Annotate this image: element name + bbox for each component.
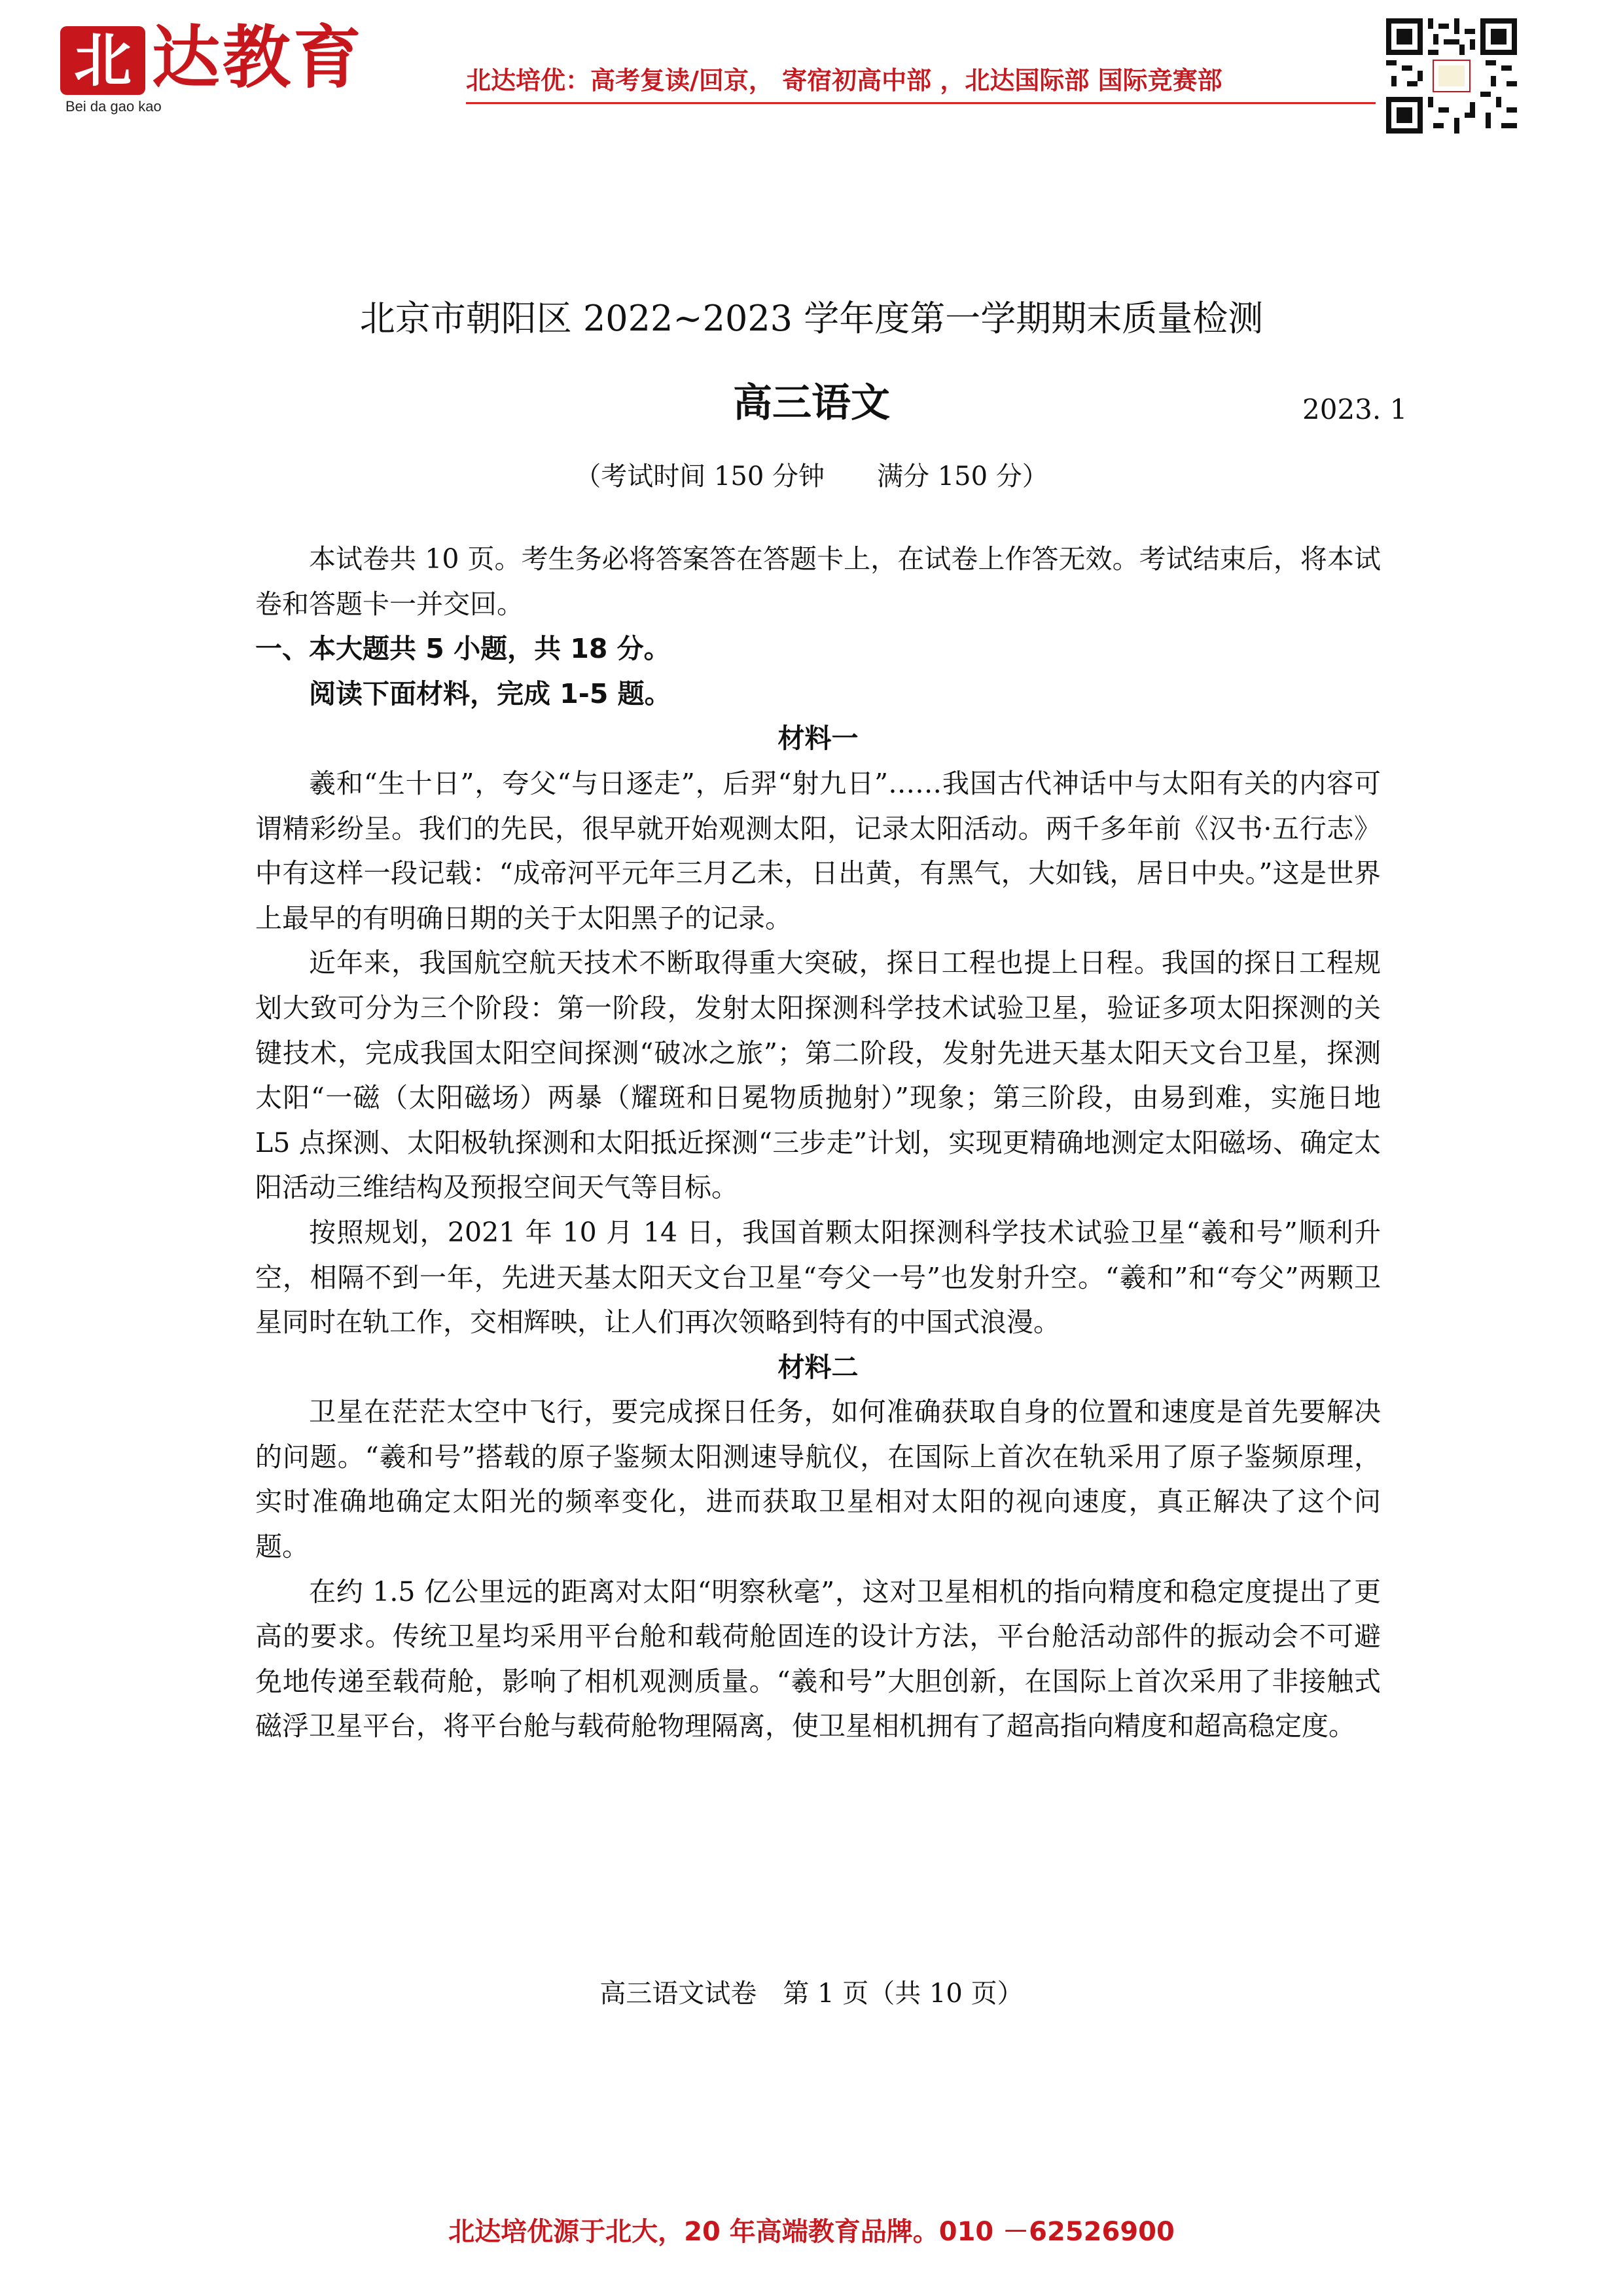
exam-info — [0, 458, 1623, 495]
reading-instruction: 阅读下面材料，完成 1-5 题。 — [309, 677, 671, 709]
logo-pinyin: Bei da gao kao — [65, 98, 162, 115]
header-banner — [0, 0, 1623, 131]
subject-title: 高三语文 — [733, 380, 890, 426]
exam-title: 北京市朝阳区 2022~2023 学年度第一学期期末质量检测 — [359, 298, 1264, 339]
logo-mark: 北 — [60, 26, 145, 95]
exam-date: 2023. 1 — [1302, 393, 1408, 425]
full-score: 满分 150 分） — [877, 461, 1048, 492]
material-heading: 材料二 — [777, 1351, 859, 1383]
bottom-advert: 北达培优源于北大，20 年高端教育品牌。010 －62526900 — [448, 2217, 1175, 2247]
paragraph: 卫星在茫茫太空中飞行，要完成探日任务，如何准确获取自身的位置和速度是首先要解决的问题。“羲和号”搭载的原子鉴频太阳测速导航仪，在国际上首次在轨采用了原子鉴频原理，实时准确地确定太阳光的频率变化，进而获取卫星相对太阳的视向速度，真正解决了这个问题。 — [255, 1396, 1381, 1563]
paragraph: 近年来，我国航空航天技术不断取得重大突破，探日工程也提上日程。我国的探日工程规划大致可分为三个阶段：第一阶段，发射太阳探测科学技术试验卫星，验证多项太阳探测的关键技术，完成我国太阳空间探测“破冰之旅”；第二阶段，发射先进天基太阳天文台卫星，探测太阳“一磁（太阳磁场）两暴（耀斑和日冕物质抛射）”现象；第三阶段，由易到难，实施日地 L5 点探测、太阳极轨探测和太阳抵近探测“三步走”计划，实现更精确地测定太阳磁场、确定太阳活动三维结构及预报空间天气等目标。 — [255, 947, 1381, 1204]
qr-code-icon — [1386, 18, 1517, 134]
logo-text: 达教育 — [152, 17, 365, 98]
header-divider — [466, 102, 1376, 104]
section-heading: 一、本大题共 5 小题，共 18 分。 — [255, 633, 671, 665]
intro-paragraph: 本试卷共 10 页。考生务必将答案答在答题卡上，在试卷上作答无效。考试结束后，将本试卷和答题卡一并交回。 — [255, 543, 1381, 620]
document-body — [255, 537, 1381, 1749]
page-footer: 高三语文试卷 第 1 页（共 10 页） — [599, 1979, 1024, 2009]
header-slogan: 北达培优：高考复读/回京， 寄宿初高中部 ，北达国际部 国际竞赛部 — [466, 66, 1222, 95]
material-heading: 材料一 — [777, 723, 859, 755]
paragraph: 在约 1.5 亿公里远的距离对太阳“明察秋毫”，这对卫星相机的指向精度和稳定度提出了更高的要求。传统卫星均采用平台舱和载荷舱固连的设计方法，平台舱活动部件的振动会不可避免地传递至载荷舱，影响了相机观测质量。“羲和号”大胆创新，在国际上首次采用了非接触式磁浮卫星平台，将平台舱与载荷舱物理隔离，使卫星相机拥有了超高指向精度和超高稳定度。 — [255, 1575, 1381, 1742]
paragraph: 羲和“生十日”，夸父“与日逐走”，后羿“射九日”……我国古代神话中与太阳有关的内容可谓精彩纷呈。我们的先民，很早就开始观测太阳，记录太阳活动。两千多年前《汉书·五行志》中有这样一段记载：“成帝河平元年三月乙未，日出黄，有黑气，大如钱，居日中央。”这是世界上最早的有明确日期的关于太阳黑子的记录。 — [255, 767, 1381, 934]
exam-time: （考试时间 150 分钟 — [575, 461, 825, 492]
paragraph: 按照规划，2021 年 10 月 14 日，我国首颗太阳探测科学技术试验卫星“羲和号”顺利升空，相隔不到一年，先进天基太阳天文台卫星“夸父一号”也发射升空。“羲和”和“夸父”两颗卫星同时在轨工作，交相辉映，让人们再次领略到特有的中国式浪漫。 — [255, 1216, 1381, 1338]
